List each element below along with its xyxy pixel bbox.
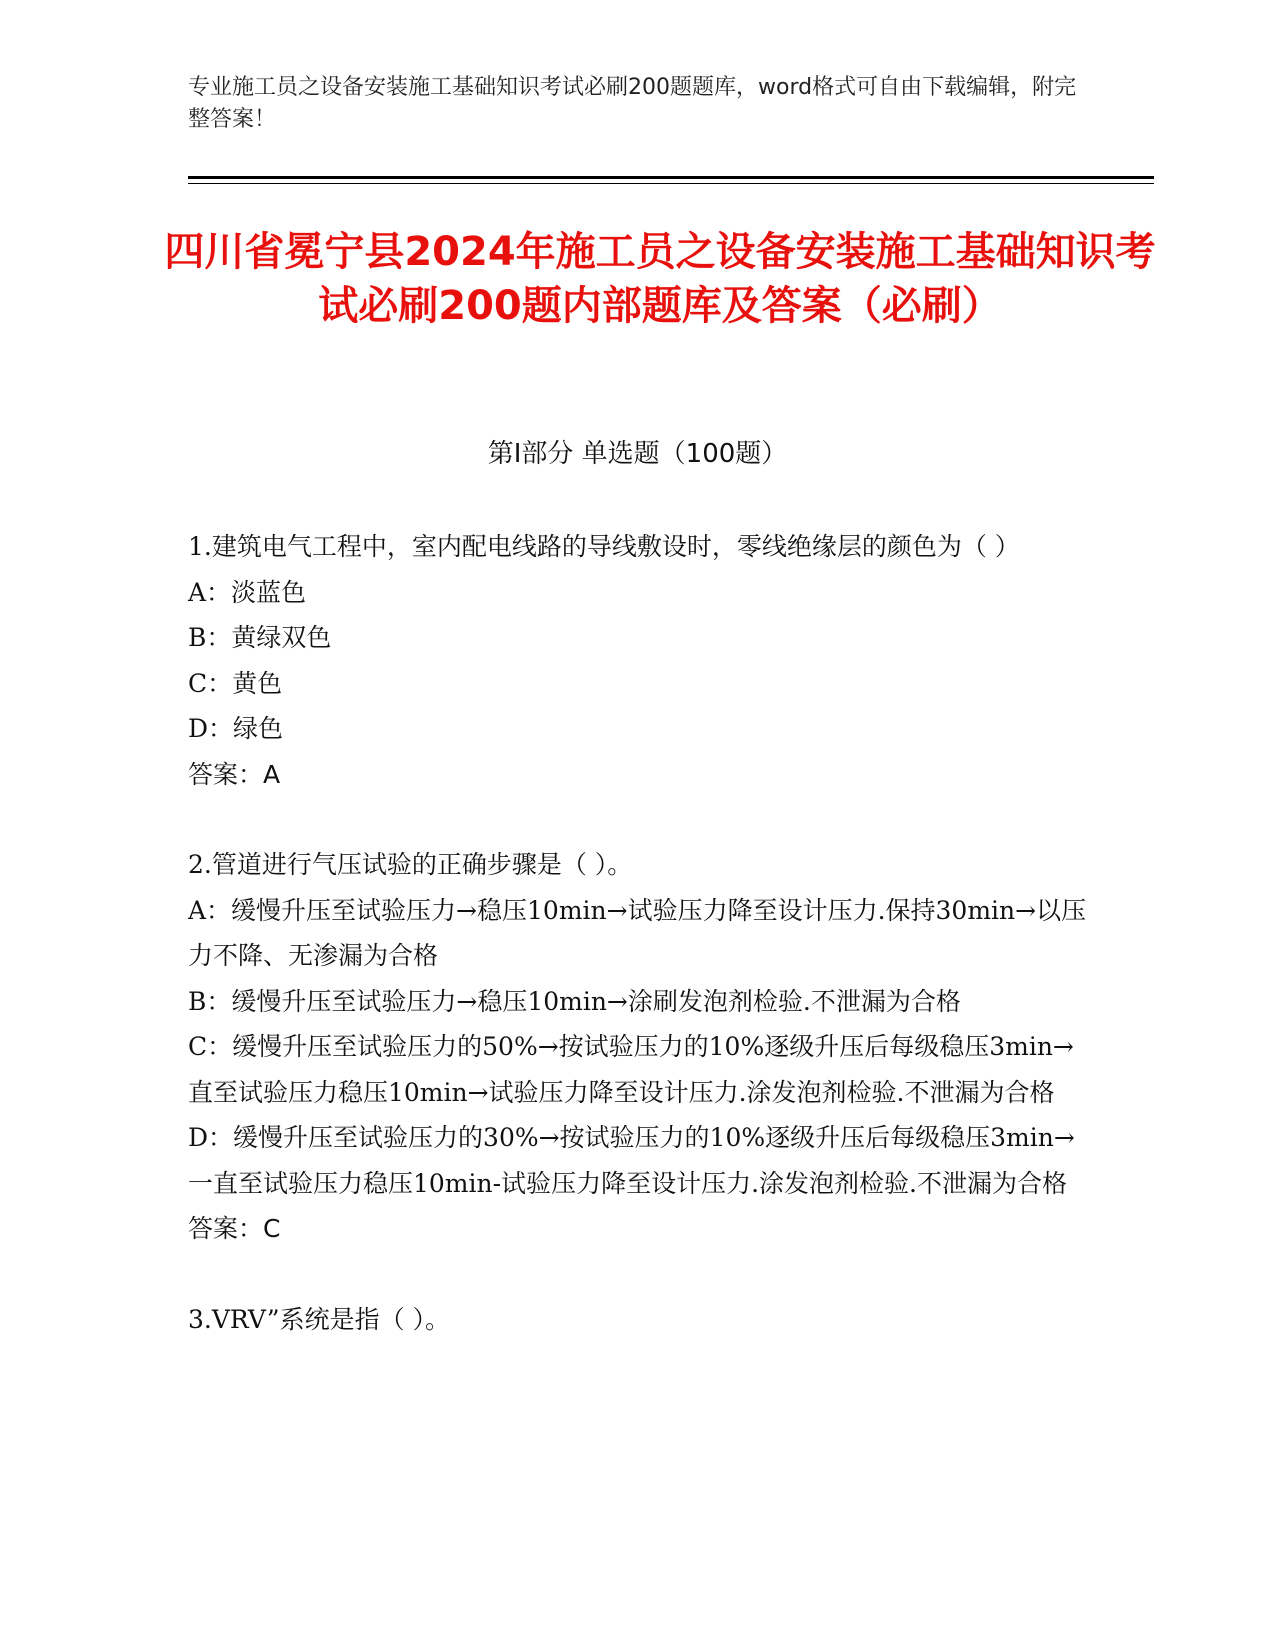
question-stem: 1.建筑电气工程中，室内配电线路的导线敷设时，零线绝缘层的颜色为（ ） xyxy=(188,532,1020,561)
answer-prefix: 答案： xyxy=(188,1214,264,1243)
header-divider-thin xyxy=(188,183,1154,184)
header-divider-thick xyxy=(188,176,1154,179)
question-1 xyxy=(188,524,1088,797)
answer-value: C xyxy=(263,1214,281,1243)
option-c: C：缓慢升压至试验压力的50%→按试验压力的10%逐级升压后每级稳压3min→直至试验压力稳压10min→试验压力降至设计压力.涂发泡剂检验.不泄漏为合格 xyxy=(188,1032,1074,1107)
option-a: A：缓慢升压至试验压力→稳压10min→试验压力降至设计压力.保持30min→以压力不降、无渗漏为合格 xyxy=(188,895,1087,970)
answer-prefix: 答案： xyxy=(188,759,264,789)
option-d: D：缓慢升压至试验压力的30%→按试验压力的10%逐级升压后每级稳压3min→一直至试验压力稳压10min-试验压力降至设计压力.涂发泡剂检验.不泄漏为合格 xyxy=(188,1123,1075,1198)
question-stem: 2.管道进行气压试验的正确步骤是（ ）。 xyxy=(188,850,633,879)
option-c: C：黄色 xyxy=(188,668,283,698)
section-heading: 第I部分 单选题（100题） xyxy=(487,439,788,469)
option-b: B：黄绿双色 xyxy=(188,623,332,652)
option-d: D：绿色 xyxy=(188,714,284,743)
answer-line xyxy=(188,1206,1088,1252)
answer-value: A xyxy=(263,759,281,789)
question-2 xyxy=(188,842,1088,1252)
question-stem: 3.VRV”系统是指（ ）。 xyxy=(188,1304,451,1334)
document-title: 四川省冕宁县2024年施工员之设备安装施工基础知识考试必刷200题内部题库及答案（必刷） xyxy=(164,229,1156,329)
option-a: A：淡蓝色 xyxy=(188,577,307,607)
answer-line xyxy=(188,752,1088,798)
option-b: B：缓慢升压至试验压力→稳压10min→涂刷发泡剂检验.不泄漏为合格 xyxy=(188,986,961,1016)
question-list xyxy=(188,524,1088,1387)
question-3 xyxy=(188,1297,1088,1343)
header-note: 专业施工员之设备安装施工基础知识考试必刷200题题库，word格式可自由下载编辑，附完整答案！ xyxy=(188,75,1077,132)
